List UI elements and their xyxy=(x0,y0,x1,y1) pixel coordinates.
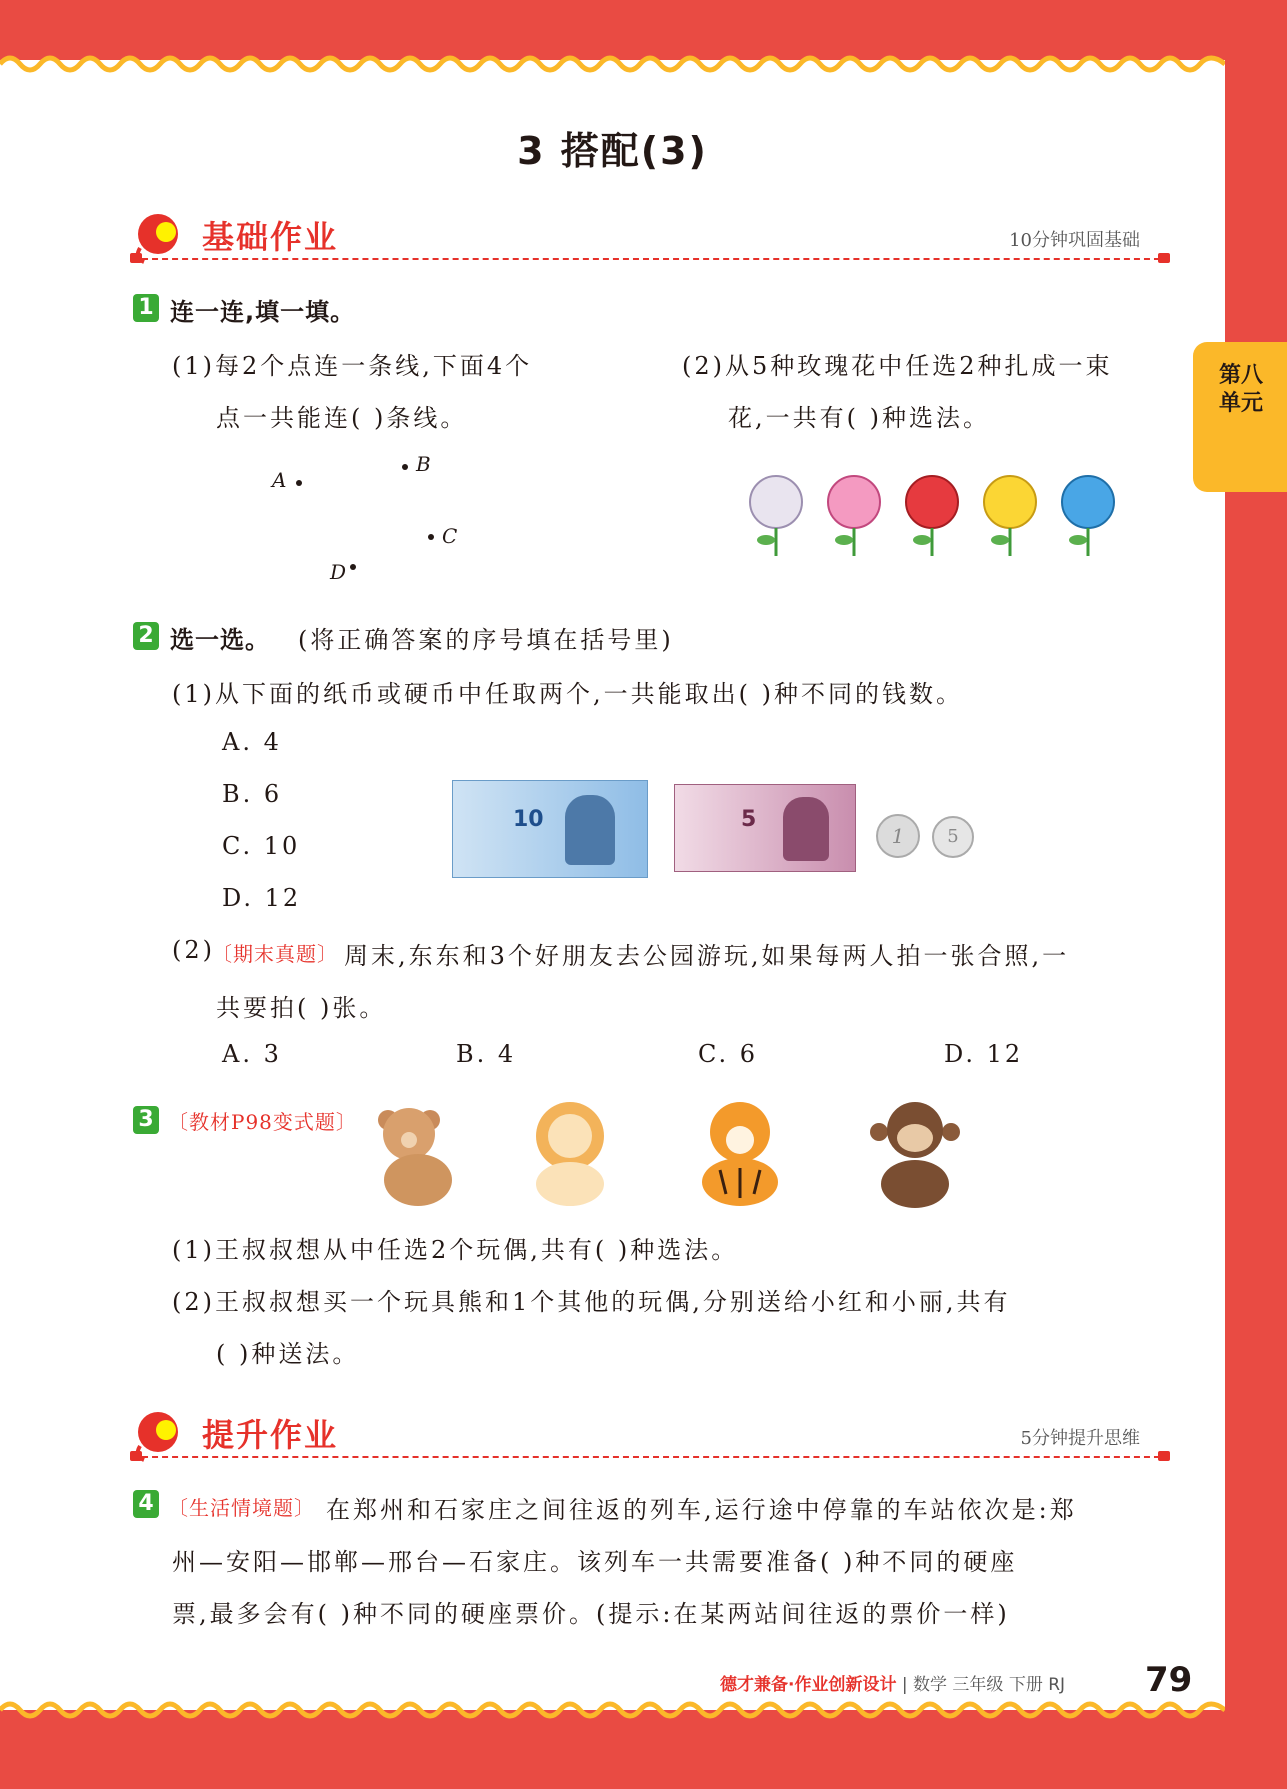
question-number-3: 3 xyxy=(133,1106,159,1134)
rule-dot xyxy=(1158,1451,1170,1461)
banknote-5 xyxy=(674,784,856,872)
unit-side-tab xyxy=(1193,342,1287,492)
rose-white-icon xyxy=(750,476,802,556)
monkey-icon xyxy=(870,1102,960,1208)
q1-part2-line2: 花,一共有( )种选法。 xyxy=(728,404,990,432)
question-number-2: 2 xyxy=(133,622,159,650)
q4-line3: 票,最多会有( )种不同的硬座票价。(提示:在某两站间往返的票价一样) xyxy=(172,1600,1010,1628)
section-basic-label: 基础作业 xyxy=(202,218,339,256)
q2-part2-option-a: A. 3 xyxy=(222,1040,282,1068)
point-label-b: B xyxy=(416,452,431,476)
rule-dot xyxy=(130,253,142,263)
point-d-dot xyxy=(350,564,356,570)
point-label-d: D xyxy=(330,560,347,584)
rule-dot xyxy=(130,1451,142,1461)
q2-part1-option-d: D. 12 xyxy=(222,884,302,912)
q4-line2: 州—安阳—邯郸—邢台—石家庄。该列车一共需要准备( )种不同的硬座 xyxy=(172,1548,1018,1576)
q1-part1-line1: (1)每2个点连一条线,下面4个 xyxy=(172,352,533,380)
roses-illustration xyxy=(740,472,1130,562)
q2-part2-tag: 〔期末真题〕 xyxy=(212,942,338,966)
page-title: 3 搭配(3) xyxy=(517,129,708,173)
q1-part1-line2: 点一共能连( )条线。 xyxy=(216,404,468,432)
q2-heading-note: (将正确答案的序号填在括号里) xyxy=(298,626,674,654)
banknote-5-value: 5 xyxy=(741,807,757,832)
banknote-10 xyxy=(452,780,648,878)
q3-tag: 〔教材P98变式题〕 xyxy=(168,1110,357,1134)
q2-part2-option-d: D. 12 xyxy=(944,1040,1024,1068)
q2-part2-prefix: (2) xyxy=(172,936,215,964)
coin-1: 1 xyxy=(876,814,920,858)
q3-part2-line2: ( )种送法。 xyxy=(216,1340,360,1368)
q3-part1: (1)王叔叔想从中任选2个玩偶,共有( )种选法。 xyxy=(172,1236,739,1264)
rule-dot xyxy=(1158,253,1170,263)
top-wave-border xyxy=(0,44,1225,84)
unit-tab-label: 第八单元 xyxy=(1218,363,1263,416)
section-advanced-sub: 5分钟提升思维 xyxy=(1020,1428,1140,1449)
toys-illustration xyxy=(360,1098,980,1210)
point-label-a: A xyxy=(272,468,287,492)
point-c-dot xyxy=(428,534,434,540)
section-advanced-rule xyxy=(132,1456,1170,1458)
section-advanced-header xyxy=(130,1406,1170,1470)
lion-icon xyxy=(536,1102,604,1206)
portrait-icon xyxy=(565,795,615,865)
rose-yellow-icon xyxy=(984,476,1036,556)
q4-tag: 〔生活情境题〕 xyxy=(168,1496,315,1520)
portrait-icon xyxy=(783,797,829,861)
bottom-wave-border xyxy=(0,1690,1225,1730)
section-advanced-label: 提升作业 xyxy=(202,1416,339,1454)
section-basic-rule xyxy=(132,258,1170,260)
point-label-c: C xyxy=(442,524,458,548)
point-a-dot xyxy=(296,480,302,486)
q4-line1: 在郑州和石家庄之间往返的列车,运行途中停靠的车站依次是:郑 xyxy=(326,1496,1077,1524)
q2-part2-line2: 共要拍( )张。 xyxy=(216,994,387,1022)
footer-info: | 数学 三年级 下册 RJ xyxy=(901,1675,1066,1695)
rose-blue-icon xyxy=(1062,476,1114,556)
q2-part2-line1: 周末,东东和3个好朋友去公园游玩,如果每两人拍一张合照,一 xyxy=(344,942,1070,970)
section-basic-sub: 10分钟巩固基础 xyxy=(1009,230,1140,251)
q2-heading: 选一选。 xyxy=(170,626,270,654)
teddy-bear-icon xyxy=(378,1108,452,1206)
footer-brand: 德才兼备·作业创新设计 xyxy=(720,1675,897,1695)
q1-heading: 连一连,填一填。 xyxy=(170,298,356,326)
q2-part2-option-b: B. 4 xyxy=(456,1040,517,1068)
question-number-4: 4 xyxy=(133,1490,159,1518)
q2-part1: (1)从下面的纸币或硬币中任取两个,一共能取出( )种不同的钱数。 xyxy=(172,680,963,708)
coin-5: 5 xyxy=(932,816,974,858)
section-basic-header xyxy=(130,208,1170,272)
point-b-dot xyxy=(402,464,408,470)
rose-pink-icon xyxy=(828,476,880,556)
page-number: 79 xyxy=(1145,1660,1193,1700)
footer xyxy=(720,1670,1065,1695)
banknote-10-value: 10 xyxy=(513,807,544,832)
rose-red-icon xyxy=(906,476,958,556)
q2-part1-option-b: B. 6 xyxy=(222,780,283,808)
q2-part1-option-c: C. 10 xyxy=(222,832,301,860)
question-number-1: 1 xyxy=(133,294,159,322)
q3-part2-line1: (2)王叔叔想买一个玩具熊和1个其他的玩偶,分别送给小红和小丽,共有 xyxy=(172,1288,1011,1316)
q2-part1-option-a: A. 4 xyxy=(222,728,282,756)
q2-part2-option-c: C. 6 xyxy=(698,1040,759,1068)
tiger-icon xyxy=(702,1102,778,1206)
q1-part2-line1: (2)从5种玫瑰花中任选2种扎成一束 xyxy=(682,352,1113,380)
